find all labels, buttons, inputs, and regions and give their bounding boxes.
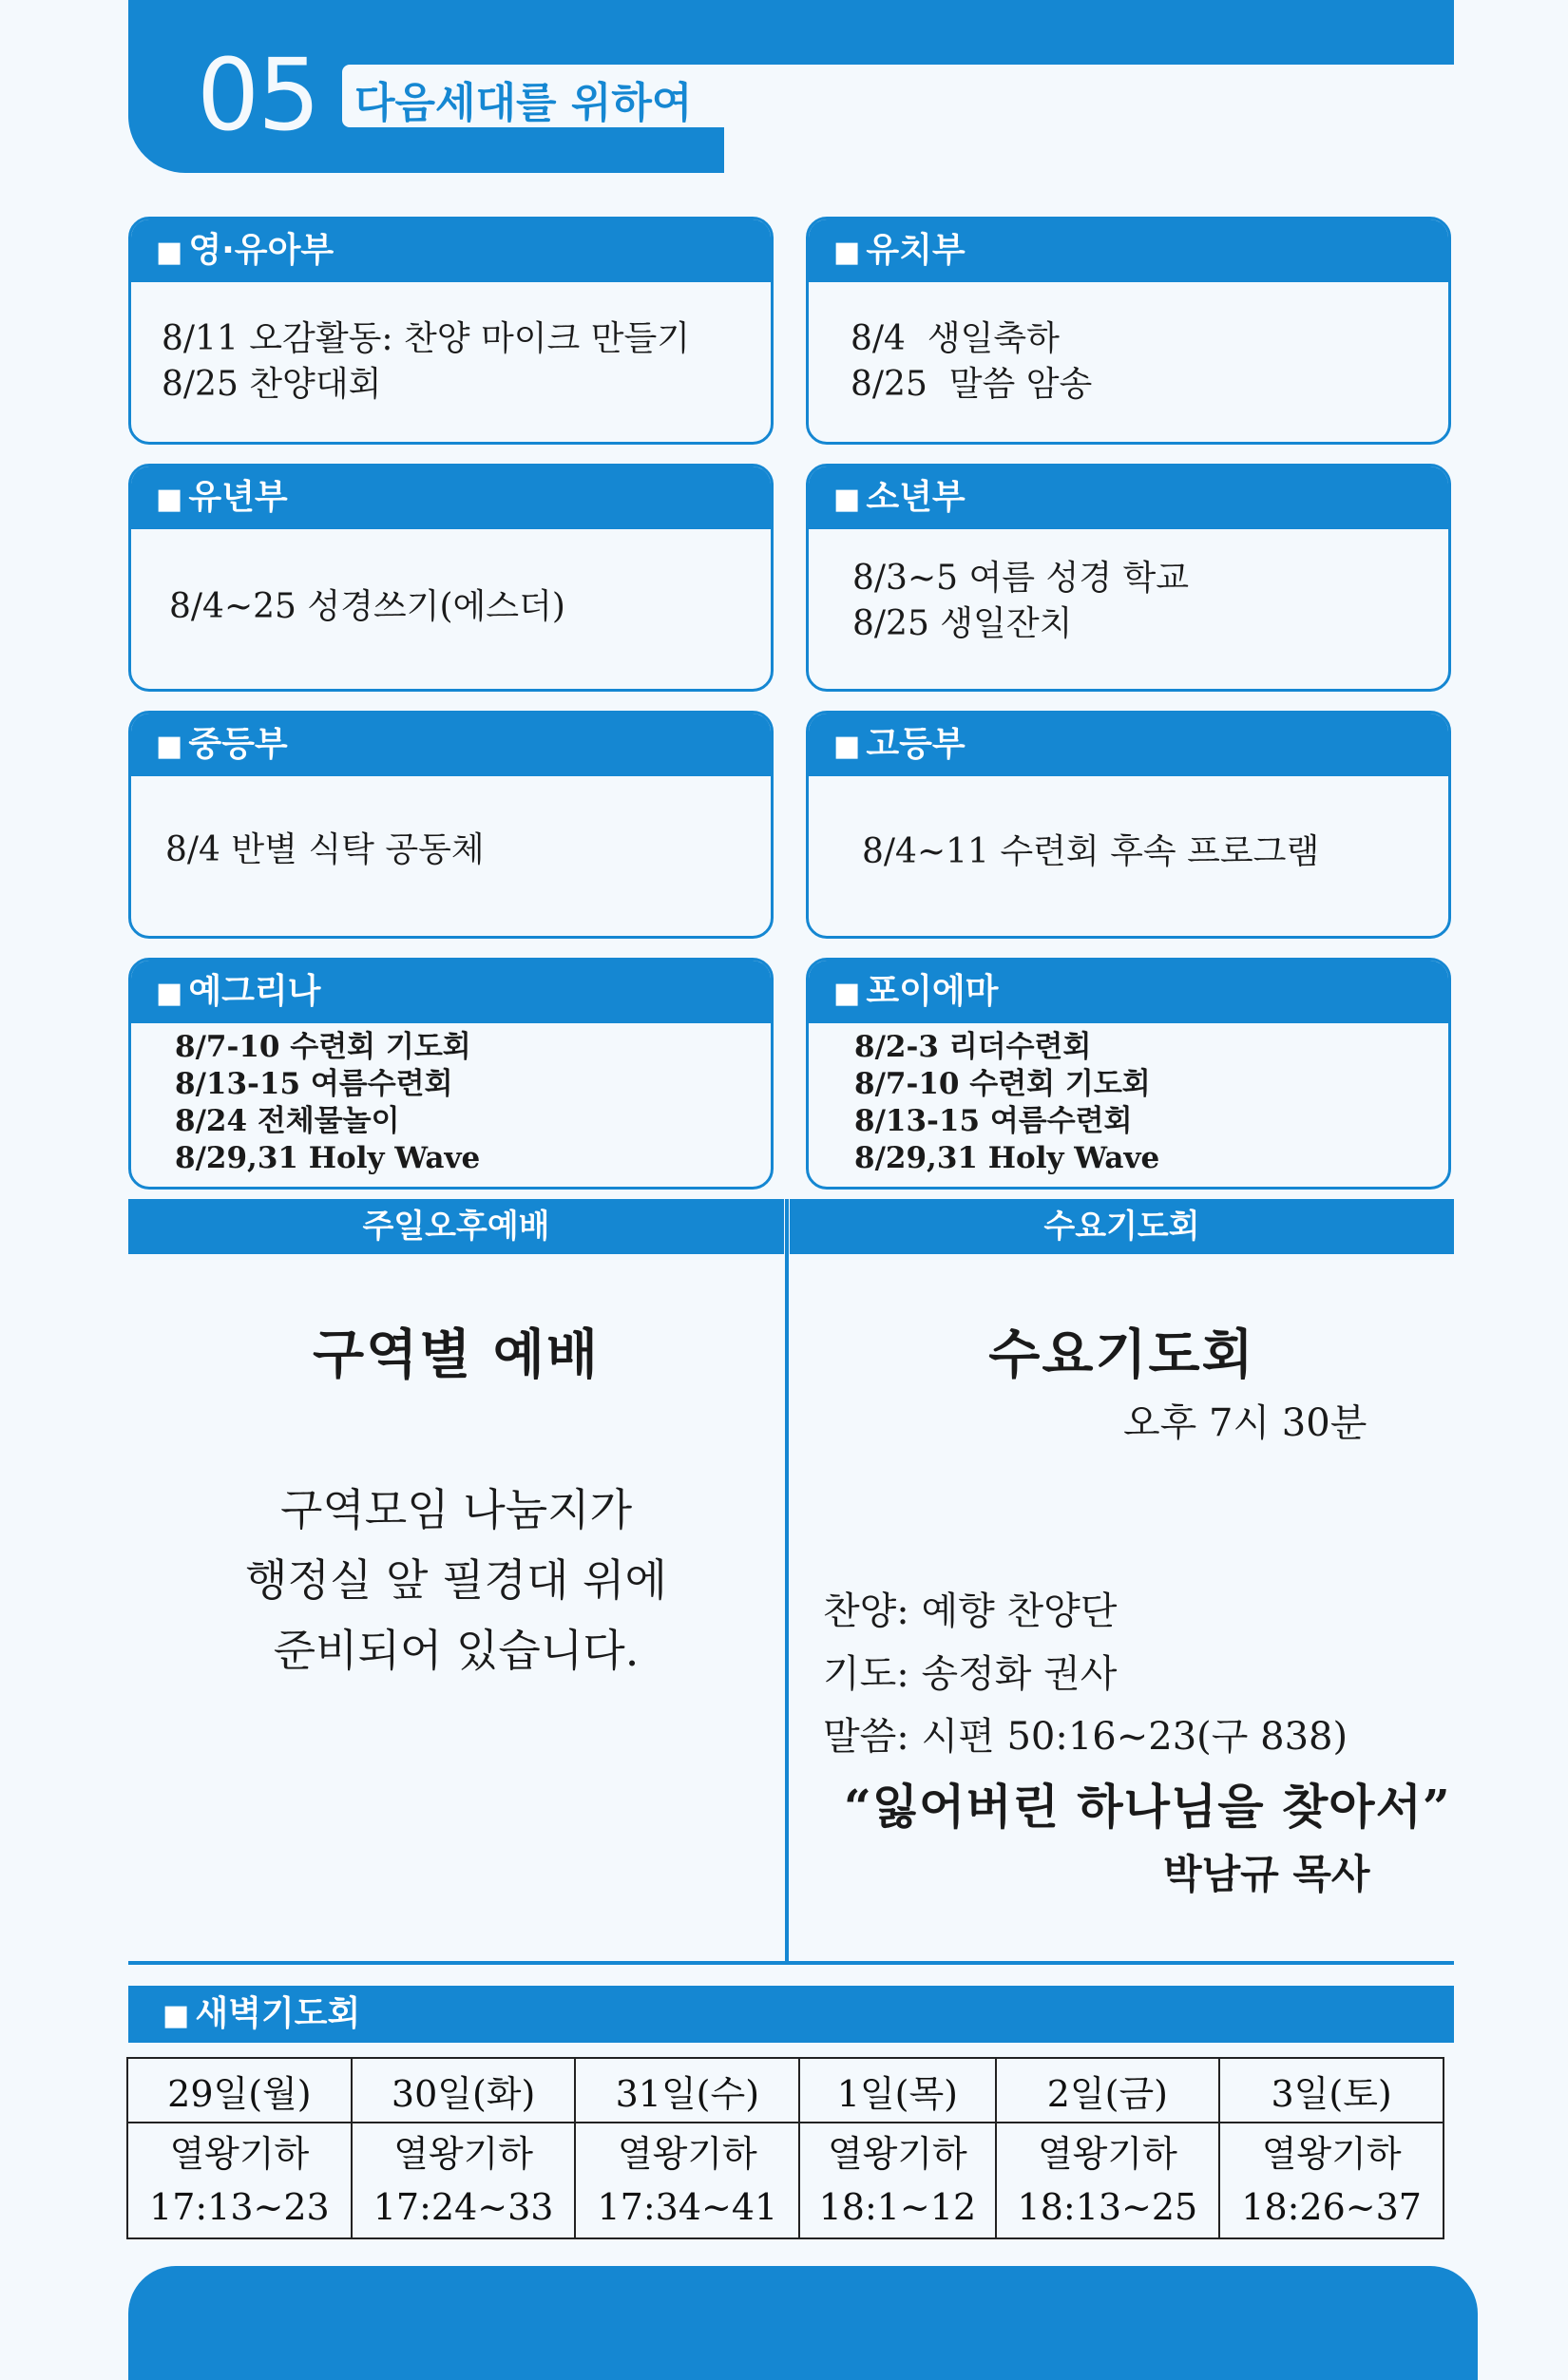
book-name: 열왕기하 [393,2133,534,2175]
section-title: 다음세대를 위하여 [354,79,693,127]
section-number: 05 [197,37,319,153]
dept-card-boys [806,464,1451,692]
square-bullet-icon: ■ [163,1999,190,2032]
passage-cell [575,2123,799,2238]
sunday-notice [128,1475,784,1685]
wednesday-scripture: 말씀: 시편 50:16~23(구 838) [823,1715,1348,1759]
notice-line: 준비되어 있습니다. [273,1625,640,1676]
passage-cell [352,2123,576,2238]
dept-card-header [131,466,771,529]
day-cell: 3일(토) [1219,2058,1444,2123]
dept-line: 8/3~5 여름 성경 학교 [852,559,1189,598]
square-bullet-icon: ■ [156,977,183,1010]
passage-cell [1219,2123,1444,2238]
passage-cell [127,2123,352,2238]
dept-card-poiema [806,958,1451,1190]
preacher: 박남규 목사 [1163,1851,1370,1897]
dept-line: 8/24 전체물놀이 [175,1104,400,1138]
book-name: 열왕기하 [827,2133,967,2175]
dept-name: 예그리나 [188,972,321,1011]
wednesday-praise: 찬양: 예향 찬양단 [823,1590,1118,1633]
passage-range: 18:1~12 [818,2186,977,2228]
dept-line: 8/25 생일잔치 [852,604,1073,643]
passage-range: 17:34~41 [597,2186,778,2228]
square-bullet-icon: ■ [156,730,183,763]
section-header [128,0,1454,173]
notice-line: 구역모임 나눔지가 [279,1484,633,1535]
book-name: 열왕기하 [1261,2133,1402,2175]
passage-cell [799,2123,995,2238]
day-cell: 2일(금) [996,2058,1220,2123]
square-bullet-icon: ■ [833,730,861,763]
book-name: 열왕기하 [169,2133,310,2175]
book-name: 열왕기하 [1037,2133,1177,2175]
sunday-afternoon-bar: 주일오후예배 [128,1199,784,1254]
table-header-row [127,2058,1444,2123]
passage-range: 18:13~25 [1017,2186,1198,2228]
dept-card-yegeurina [128,958,774,1190]
dept-line: 8/7-10 수련회 기도회 [854,1067,1151,1101]
dept-line: 8/4 생일축하 [851,319,1060,358]
dept-card-body [809,776,1448,875]
dept-card-body [809,1023,1448,1177]
dept-line: 8/25 말씀 암송 [851,365,1093,404]
wednesday-bar: 수요기도회 [790,1199,1454,1254]
dept-line: 8/4 반별 식탁 공동체 [165,830,485,869]
dept-line: 8/13-15 여름수련회 [175,1067,453,1101]
dept-card-header [131,714,771,776]
dept-line: 8/25 찬양대회 [162,365,382,404]
dept-card-infant [128,217,774,445]
dawn-prayer-bar [128,1986,1454,2043]
dept-name: 소년부 [866,478,966,517]
passage-range: 17:24~33 [373,2186,554,2228]
dept-card-middle [128,711,774,939]
dept-card-elementary [128,464,774,692]
dept-line: 8/2-3 리더수련회 [854,1030,1092,1064]
passage-range: 17:13~23 [149,2186,330,2228]
dept-card-body [131,1023,771,1177]
dept-card-body [809,529,1448,647]
sunday-service-title: 구역별 예배 [313,1323,600,1386]
sermon-title: “잃어버린 하나님을 찾아서” [844,1779,1451,1835]
dawn-prayer-label: 새벽기도회 [195,1994,361,2033]
square-bullet-icon: ■ [156,483,183,516]
dept-name: 유치부 [866,231,966,270]
dept-card-kindergarten [806,217,1451,445]
dept-card-header [131,219,771,282]
column-divider [785,1199,789,1965]
day-cell: 30일(화) [352,2058,576,2123]
table-row [127,2123,1444,2238]
dept-line: 8/4~25 성경쓰기(에스더) [169,587,565,626]
dept-name: 유년부 [188,478,288,517]
notice-line: 행정실 앞 필경대 위에 [245,1554,667,1606]
dept-card-body [131,529,771,630]
book-name: 열왕기하 [617,2133,757,2175]
passage-range: 18:26~37 [1241,2186,1422,2228]
wednesday-time: 오후 7시 30분 [1123,1401,1367,1445]
dept-name: 고등부 [866,725,966,764]
dept-line: 8/7-10 수련회 기도회 [175,1030,471,1064]
dept-line: 8/13-15 여름수련회 [854,1104,1133,1138]
square-bullet-icon: ■ [156,236,183,269]
square-bullet-icon: ■ [833,977,861,1010]
dept-card-body [809,282,1448,408]
square-bullet-icon: ■ [833,236,861,269]
section-rule [128,1961,1454,1965]
dept-card-body [131,282,771,408]
wednesday-title: 수요기도회 [988,1323,1255,1386]
dept-card-header [809,219,1448,282]
wednesday-prayer: 기도: 송정화 권사 [823,1652,1118,1696]
passage-cell [996,2123,1220,2238]
dept-name: 영·유아부 [188,231,335,270]
dept-card-body [131,776,771,873]
dept-line: 8/29,31 Holy Wave [175,1141,481,1175]
dept-name: 중등부 [188,725,288,764]
day-cell: 29일(월) [127,2058,352,2123]
footer-band [128,2266,1478,2380]
square-bullet-icon: ■ [833,483,861,516]
dept-line: 8/11 오감활동: 찬양 마이크 만들기 [162,319,691,358]
dept-line: 8/29,31 Holy Wave [854,1141,1160,1175]
dept-card-high [806,711,1451,939]
dept-name: 포이에마 [866,972,999,1011]
dept-card-header [809,714,1448,776]
dept-line: 8/4~11 수련회 후속 프로그램 [862,832,1320,871]
day-cell: 1일(목) [799,2058,995,2123]
day-cell: 31일(수) [575,2058,799,2123]
dawn-prayer-table [126,2057,1444,2239]
dept-card-header [809,961,1448,1023]
dept-card-header [809,466,1448,529]
dept-card-header [131,961,771,1023]
